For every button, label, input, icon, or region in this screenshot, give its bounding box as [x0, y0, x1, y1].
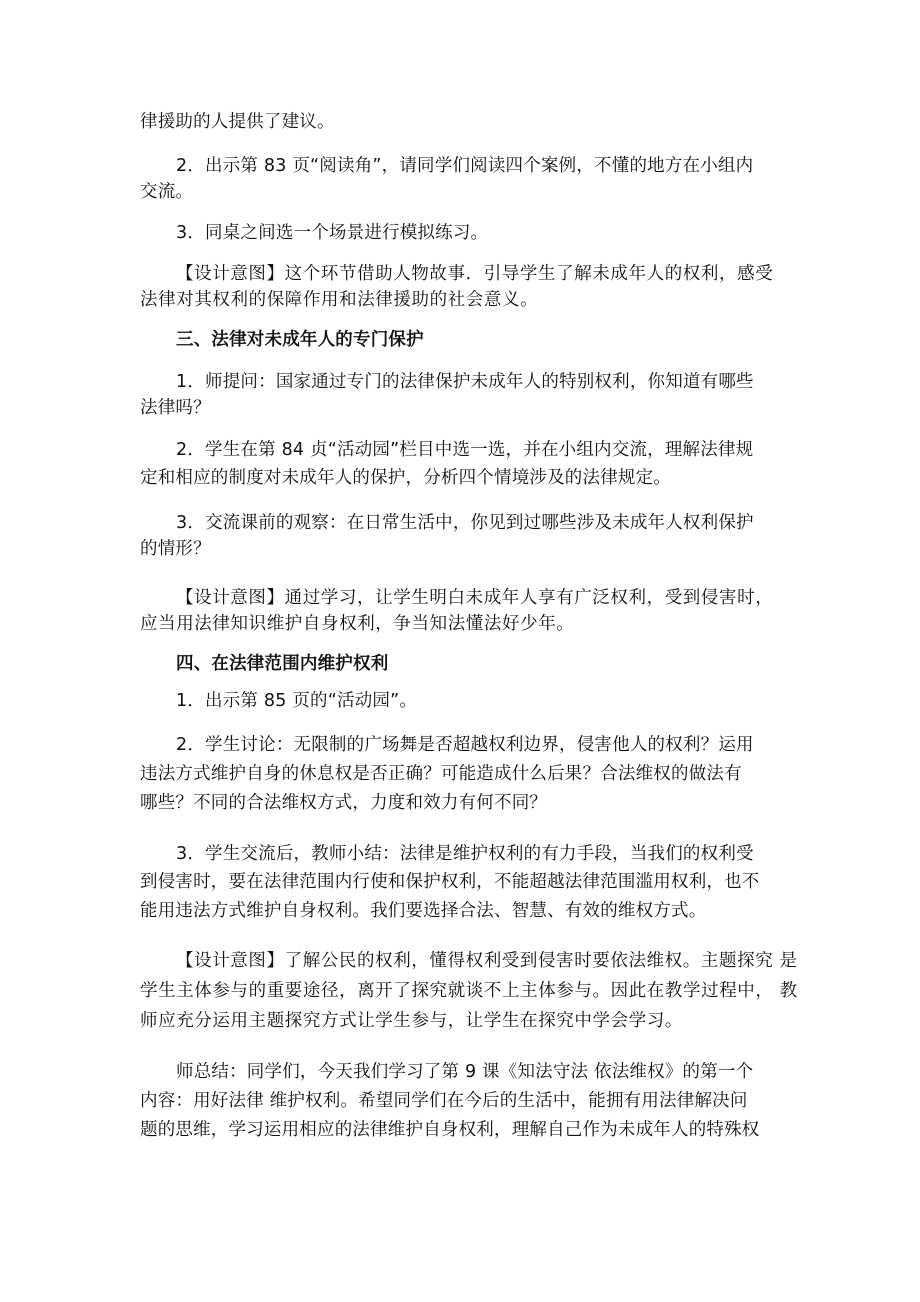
text-line: 1．出示第 85 页的“活动园”。	[176, 691, 418, 711]
text-line: 到侵害时，要在法律范围内行使和保护权利，不能超越法律范围滥用权利，也不	[140, 872, 760, 892]
design-intent-text: 【设计意图】了解公民的权利，懂得权利受到侵害时要依法维权。主题探究 是	[176, 951, 798, 971]
text-line: 2．学生讨论：无限制的广场舞是否超越权利边界，侵害他人的权利？运用	[176, 735, 754, 755]
text-line: 师总结：同学们，今天我们学习了第 9 课《知法守法 依法维权》的第一个	[176, 1062, 754, 1082]
text-line: 2．出示第 83 页“阅读角”，请同学们阅读四个案例，不懂的地方在小组内	[176, 156, 754, 176]
text-line: 内容：用好法律 维护权利。希望同学们在今后的生活中，能拥有用法律解决问	[140, 1091, 748, 1111]
design-intent-text: 法律对其权利的保障作用和法律援助的社会意义。	[140, 290, 539, 310]
text-line: 法律吗？	[140, 398, 211, 418]
text-line: 律援助的人提供了建议。	[140, 112, 335, 132]
text-line: 交流。	[140, 182, 194, 202]
text-line: 定和相应的制度对未成年人的保护，分析四个情境涉及的法律规定。	[140, 468, 671, 488]
text-line: 违法方式维护自身的休息权是否正确？可能造成什么后果？合法维权的做法有	[140, 764, 742, 784]
text-line: 题的思维，学习运用相应的法律维护自身权利，理解自己作为未成年人的特殊权	[140, 1120, 760, 1140]
design-intent-text: 学生主体参与的重要途径，离开了探究就谈不上主体参与。因此在教学过程中， 教	[140, 981, 798, 1001]
section-heading: 四、在法律范围内维护权利	[176, 654, 389, 674]
text-line: 2．学生在第 84 贞“活动园”栏目中选一选，并在小组内交流，理解法律规	[176, 440, 754, 460]
design-intent-text: 应当用法律知识维护自身权利，争当知法懂法好少年。	[140, 614, 575, 634]
text-line: 3．学生交流后，教师小结：法律是维护权利的有力手段，当我们的权利受	[176, 844, 754, 864]
text-line: 哪些？不同的合法维权方式，力度和效力有何不同？	[140, 793, 548, 813]
section-heading: 三、法律对未成年人的专门保护	[176, 330, 424, 350]
text-line: 能用违法方式维护自身权利。我们要选择合法、智慧、有效的维权方式。	[140, 901, 707, 921]
text-line: 的情形？	[140, 539, 211, 559]
design-intent-text: 师应充分运用主题探究方式让学生参与，让学生在探究中学会学习。	[140, 1011, 683, 1031]
design-intent-text: 【设计意图】这个环节借助人物故事．引导学生了解未成年人的权利，感受	[176, 264, 774, 284]
design-intent-text: 【设计意图】通过学习，让学生明白未成年人享有广泛权利，受到侵害时，	[176, 588, 774, 608]
text-line: 1．师提问：国家通过专门的法律保护未成年人的特别权利，你知道有哪些	[176, 372, 754, 392]
text-line: 3．同桌之间选一个场景进行模拟练习。	[176, 223, 489, 243]
text-line: 3．交流课前的观察：在日常生活中，你见到过哪些涉及未成年人权利保护	[176, 513, 754, 533]
